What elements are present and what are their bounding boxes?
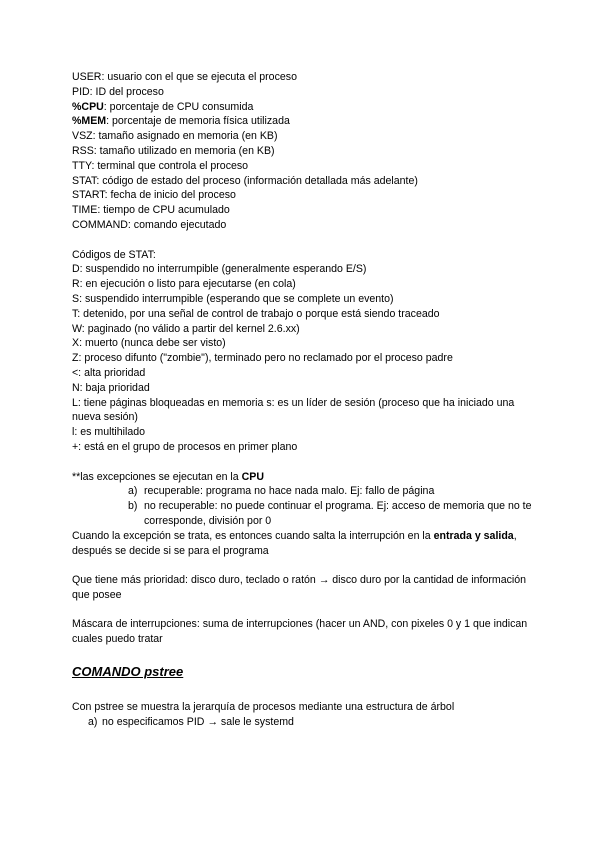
ps-field-pid: PID: ID del proceso <box>72 85 164 98</box>
spacer <box>72 455 532 470</box>
ps-field-mem: %MEM: porcentaje de memoria física utilizada <box>72 115 290 128</box>
ps-field-user: USER: usuario con el que se ejecuta el proceso <box>72 71 297 83</box>
ps-field-vsz: VSZ: tamaño asignado en memoria (en KB) <box>72 130 278 143</box>
stat-code-item: S: suspendido interrumpible (esperando que se complete un evento) <box>72 292 394 305</box>
pstree-item-a: a) no especificamos PID → sale le systemd <box>88 715 294 728</box>
ps-fields-list <box>72 70 532 233</box>
stat-code-item: T: detenido, por una señal de control de trabajo o porque está siendo traceado <box>72 307 440 320</box>
spacer <box>72 603 532 618</box>
ps-field-command: COMMAND: comando ejecutado <box>72 218 227 231</box>
stat-code-item: Z: proceso difunto ("zombie"), terminado pero no reclamado por el proceso padre <box>72 352 453 365</box>
document-body <box>72 70 532 729</box>
spacer <box>72 233 532 248</box>
exceptions-intro: **las excepciones se ejecutan en la CPU <box>72 470 264 483</box>
pstree-section <box>72 700 532 730</box>
exceptions-handling: Cuando la excepción se trata, es entonces cuando salta la interrupción en la entrada y salida, después se decide si se para el programa <box>72 529 517 557</box>
exception-item-a: a) recuperable: programa no hace nada malo. Ej: fallo de página <box>128 485 435 498</box>
stat-title: Códigos de STAT: <box>72 248 156 261</box>
spacer <box>72 647 532 661</box>
stat-codes-section <box>72 248 532 455</box>
stat-code-item: W: paginado (no válido a partir del kernel 2.6.xx) <box>72 322 300 335</box>
ps-field-cpu: %CPU: porcentaje de CPU consumida <box>72 100 254 113</box>
stat-code-item: l: es multihilado <box>72 426 146 439</box>
interrupt-mask-paragraph: Máscara de interrupciones: suma de interrupciones (hacer un AND, con pixeles 0 y 1 que indican cuales puedo tratar <box>72 618 528 646</box>
ps-field-rss: RSS: tamaño utilizado en memoria (en KB) <box>72 144 275 157</box>
section-heading: COMANDO pstree <box>72 664 184 680</box>
stat-code-item: <: alta prioridad <box>72 366 146 379</box>
stat-code-item: X: muerto (nunca debe ser visto) <box>72 337 226 350</box>
ps-field-start: START: fecha de inicio del proceso <box>72 189 236 202</box>
stat-code-item: R: en ejecución o listo para ejecutarse (en cola) <box>72 278 296 291</box>
stat-code-item: D: suspendido no interrumpible (generalmente esperando E/S) <box>72 263 367 276</box>
stat-code-item: N: baja prioridad <box>72 381 150 394</box>
stat-code-item: +: está en el grupo de procesos en primer plano <box>72 440 298 453</box>
exception-item-b: b) no recuperable: no puede continuar el programa. Ej: acceso de memoria que no te corresponde, división por 0 <box>128 500 532 527</box>
spacer <box>72 558 532 573</box>
spacer <box>72 686 532 700</box>
ps-field-stat: STAT: código de estado del proceso (información detallada más adelante) <box>72 174 418 187</box>
ps-field-tty: TTY: terminal que controla el proceso <box>72 159 249 172</box>
stat-code-item: L: tiene páginas bloqueadas en memoria s: es un líder de sesión (proceso que ha iniciado una nueva sesión) <box>72 396 515 424</box>
priority-paragraph: Que tiene más prioridad: disco duro, teclado o ratón → disco duro por la cantidad de información que posee <box>72 574 527 601</box>
ps-field-time: TIME: tiempo de CPU acumulado <box>72 204 230 217</box>
pstree-intro: Con pstree se muestra la jerarquía de procesos mediante una estructura de árbol <box>72 700 455 713</box>
exceptions-section <box>72 470 532 559</box>
